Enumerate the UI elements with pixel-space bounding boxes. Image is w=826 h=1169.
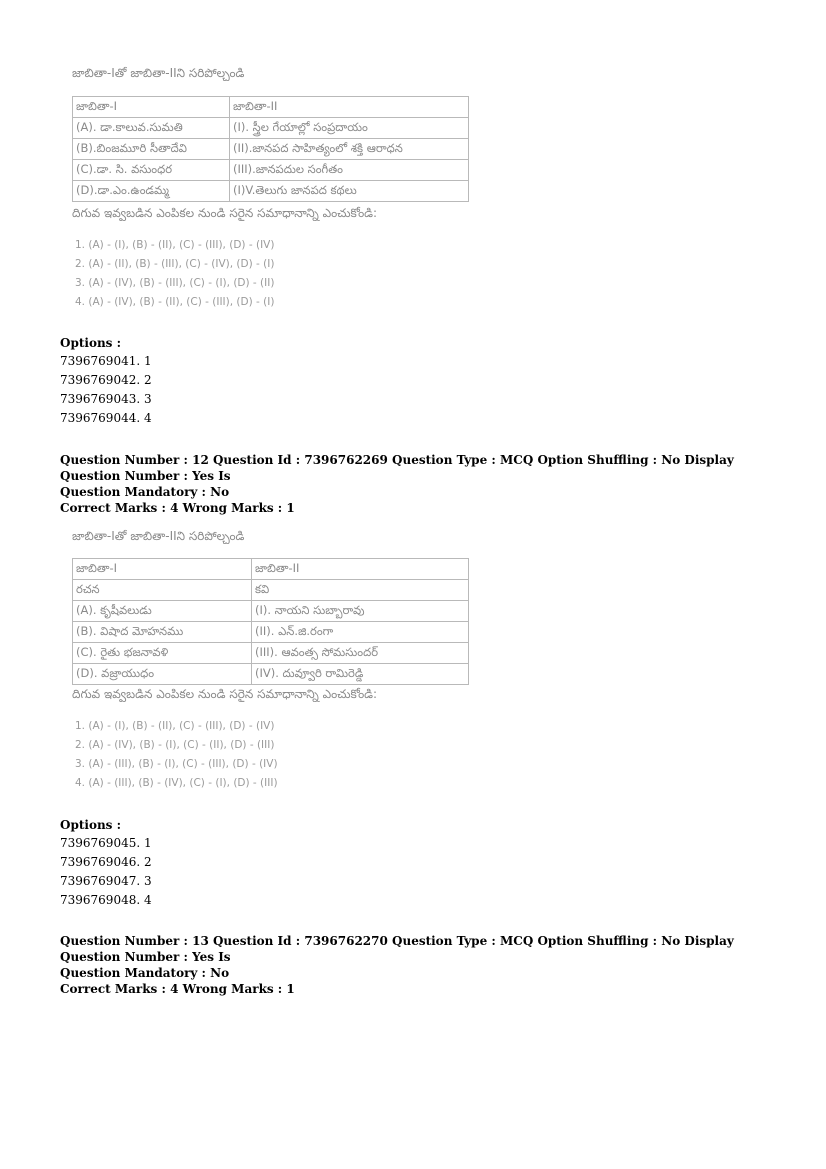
question-meta-line: Question Mandatory : No [60, 485, 230, 499]
question-meta-line: Question Mandatory : No [60, 966, 230, 980]
table-row: జాబితా-I జాబితా-II [73, 559, 469, 580]
choice-item: 3. (A) - (IV), (B) - (III), (C) - (I), (D) - (II) [75, 277, 275, 289]
table-row: (A). కృషీవలుడు (I). నాయని సుబ్బారావు [73, 601, 469, 622]
option-item: 7396769046. 2 [60, 855, 152, 869]
choice-list [75, 717, 278, 793]
options-label: Options : [60, 818, 122, 832]
choice-item: 4. (A) - (IV), (B) - (II), (C) - (III), (D) - (I) [75, 296, 275, 308]
option-item: 7396769048. 4 [60, 893, 152, 907]
match-heading: జాబితా-Iతో జాబితా-IIని సరిపోల్చండి [72, 66, 245, 80]
table-row: (D). వజ్రాయుధం (IV). దువ్వూరి రామిరెడ్డి [73, 664, 469, 685]
table-row: (C).డా. సి. వసుంధర (III).జానపదుల సంగీతం [73, 160, 469, 181]
question-marks: Correct Marks : 4 Wrong Marks : 1 [60, 501, 295, 515]
question-meta-line: Question Number : 13 Question Id : 7396762270 Question Type : MCQ Option Shuffling : No Display Question Number : Yes Is [60, 934, 734, 964]
choice-item: 1. (A) - (I), (B) - (II), (C) - (III), (D) - (IV) [75, 720, 275, 732]
table-row: జాబితా-I జాబితా-II [73, 97, 469, 118]
option-item: 7396769041. 1 [60, 354, 152, 368]
choice-list [75, 236, 274, 312]
match-table [72, 558, 469, 685]
choice-item: 2. (A) - (IV), (B) - (I), (C) - (II), (D) - (III) [75, 739, 275, 751]
match-heading: జాబితా-Iతో జాబితా-IIని సరిపోల్చండి [72, 529, 245, 543]
question-marks: Correct Marks : 4 Wrong Marks : 1 [60, 982, 295, 996]
option-item: 7396769044. 4 [60, 411, 152, 425]
option-item: 7396769047. 3 [60, 874, 152, 888]
choice-item: 4. (A) - (III), (B) - (IV), (C) - (I), (D) - (III) [75, 777, 278, 789]
choice-item: 2. (A) - (II), (B) - (III), (C) - (IV), (D) - (I) [75, 258, 275, 270]
question-12-image [60, 523, 480, 803]
question-13-meta [60, 933, 760, 997]
question-11-image [60, 62, 480, 314]
table-row: (B).బింజమూరి సీతాదేవి (II).జానపద సాహిత్యంలో శక్తి ఆరాధన [73, 139, 469, 160]
question-prompt: దిగువ ఇవ్వబడిన ఎంపికల నుండి సరైన సమాధానాన్ని ఎంచుకోండి: [72, 687, 378, 701]
table-row: (D).డా.ఎం.ఉండమ్మ (I)V.తెలుగు జానపద కథలు [73, 181, 469, 202]
table-row: (A). డా.కాలువ.సుమతి (I). స్త్రీల గేయాల్లో సంప్రదాయం [73, 118, 469, 139]
question-meta-line: Question Number : 12 Question Id : 7396762269 Question Type : MCQ Option Shuffling : No Display Question Number : Yes Is [60, 453, 734, 483]
table-row: రచన కవి [73, 580, 469, 601]
question-12-meta [60, 452, 760, 516]
table-row: (B). విషాద మోహనము (II). ఎన్.జి.రంగా [73, 622, 469, 643]
option-item: 7396769043. 3 [60, 392, 152, 406]
option-item: 7396769042. 2 [60, 373, 152, 387]
choice-item: 3. (A) - (III), (B) - (I), (C) - (III), (D) - (IV) [75, 758, 278, 770]
match-table [72, 96, 469, 202]
option-item: 7396769045. 1 [60, 836, 152, 850]
options-label: Options : [60, 336, 122, 350]
choice-item: 1. (A) - (I), (B) - (II), (C) - (III), (D) - (IV) [75, 239, 275, 251]
table-row: (C). రైతు భజనావళి (III). ఆవంత్స సోమసుందర్ [73, 643, 469, 664]
question-prompt: దిగువ ఇవ్వబడిన ఎంపికల నుండి సరైన సమాధానాన్ని ఎంచుకోండి: [72, 206, 378, 220]
